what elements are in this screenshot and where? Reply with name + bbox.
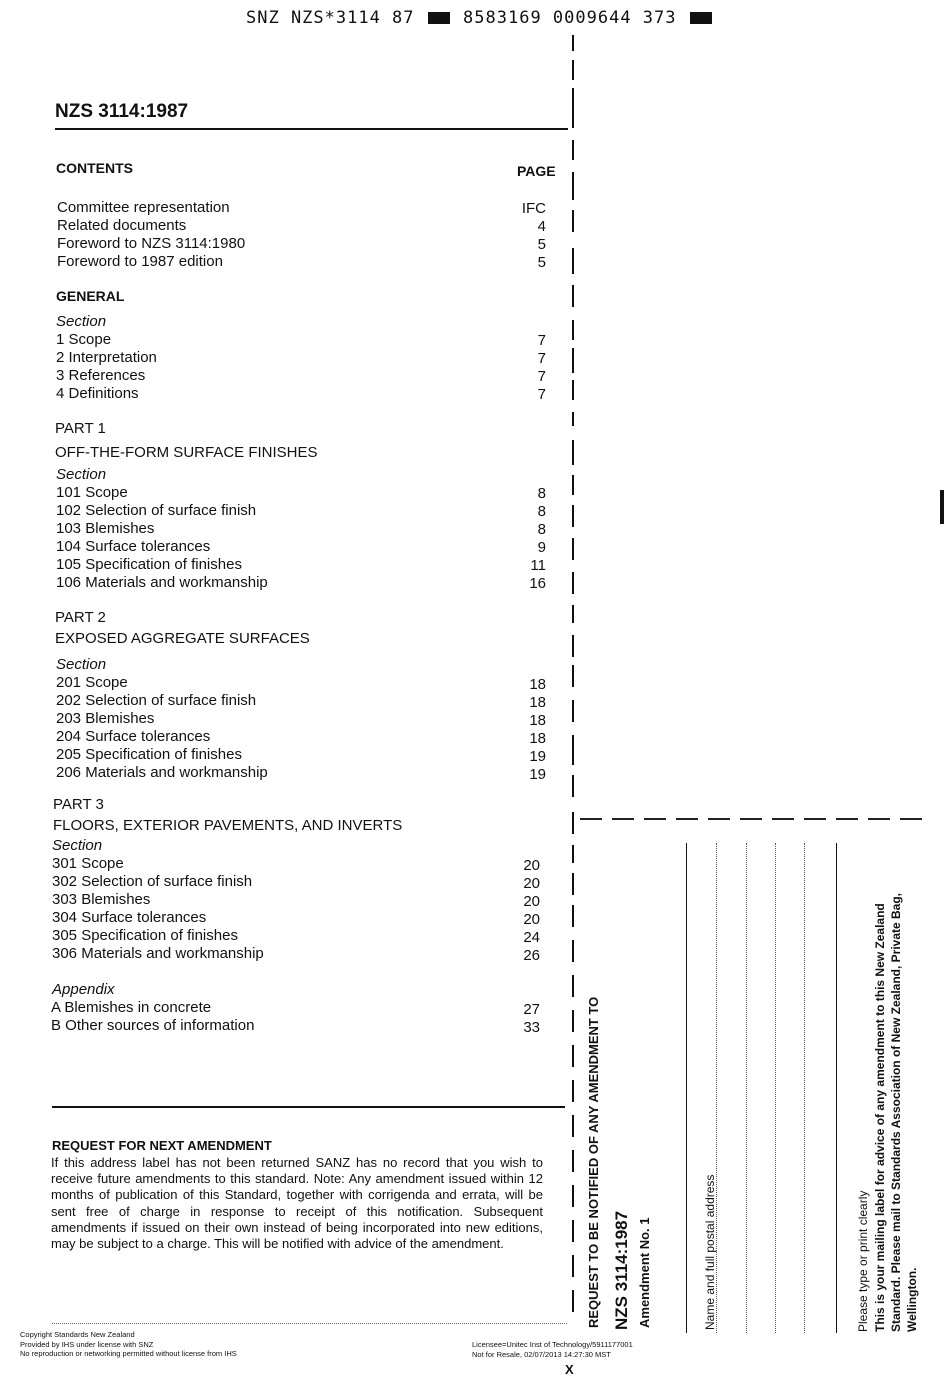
cut-segment: [572, 35, 574, 51]
footer-line: Copyright Standards New Zealand: [20, 1330, 135, 1339]
address-line-3[interactable]: [775, 843, 776, 1333]
toc-page-number: 5: [537, 236, 546, 253]
address-line-4[interactable]: [804, 843, 805, 1333]
toc-page-number: 8: [537, 485, 546, 502]
footer-line: Provided by IHS under license with SNZ: [20, 1339, 154, 1349]
cut-segment: [572, 140, 574, 160]
toc-entry: Committee representation: [57, 199, 230, 216]
cut-line: [52, 1323, 567, 1324]
toc-page-number: 19: [529, 766, 546, 783]
section-label: Section: [56, 466, 107, 483]
cut-segment: [572, 1220, 574, 1242]
cut-segment: [572, 172, 574, 200]
cut-segment: [572, 1185, 574, 1207]
cut-dash: [580, 818, 602, 820]
toc-entry: 4 Definitions: [56, 385, 139, 402]
cut-segment: [572, 380, 574, 400]
footer-line: Not for Resale, 02/07/2013 14:27:30 MST: [472, 1349, 611, 1359]
cut-segment: [572, 538, 574, 560]
toc-page-number: 7: [537, 332, 546, 349]
cut-segment: [572, 88, 574, 128]
cut-segment: [572, 412, 574, 426]
bottom-mark: X: [565, 1362, 574, 1377]
notice-text: If this address label has not been returned SANZ has no record that you wish to receive future amendments to this standard. Note: Any amendment issued within 12 months of publication of this Standard, together with corrigenda and errata, will be sent free of charge in response to receipt of this notification. Subsequent amendments if issued on their own instead of being incorporated into new editions, may be subject to a charge. This will be notified with advice of the amendment.: [51, 1155, 543, 1252]
address-rule: [836, 843, 837, 1333]
part-title: EXPOSED AGGREGATE SURFACES: [55, 630, 310, 647]
part-title: OFF-THE-FORM SURFACE FINISHES: [55, 444, 318, 461]
notice-divider: [52, 1106, 565, 1108]
cut-segment: [572, 1150, 574, 1172]
toc-page-number: 27: [523, 1001, 540, 1018]
toc-page-number: 16: [529, 575, 546, 592]
address-line-2[interactable]: [746, 843, 747, 1333]
title-divider: [55, 128, 568, 130]
cut-segment: [572, 975, 574, 997]
section-label: Section: [56, 656, 107, 673]
cut-segment: [572, 505, 574, 527]
toc-entry: 101 Scope: [56, 484, 128, 501]
toc-entry: Foreword to 1987 edition: [57, 253, 223, 270]
address-field-label: Name and full postal address: [703, 1174, 717, 1330]
toc-page-number: 8: [537, 503, 546, 520]
toc-entry: Foreword to NZS 3114:1980: [57, 235, 246, 252]
page-title: NZS 3114:1987: [55, 101, 189, 122]
toc-entry: 206 Materials and workmanship: [56, 764, 268, 781]
toc-entry: 301 Scope: [52, 855, 124, 872]
toc-page-number: 11: [530, 557, 546, 574]
address-rule: [686, 843, 687, 1333]
toc-page-number: 18: [529, 676, 546, 693]
cut-segment: [572, 940, 574, 962]
toc-entry: 102 Selection of surface finish: [56, 502, 257, 519]
toc-entry: 105 Specification of finishes: [56, 556, 242, 573]
toc-entry: Related documents: [57, 217, 187, 234]
toc-page-number: 18: [529, 694, 546, 711]
cut-segment: [572, 735, 574, 765]
toc-entry: 201 Scope: [56, 674, 128, 691]
cut-segment: [572, 700, 574, 722]
toc-entry: 202 Selection of surface finish: [56, 692, 257, 709]
toc-page-number: 5: [537, 254, 546, 271]
toc-entry: A Blemishes in concrete: [51, 999, 212, 1016]
toc-page-number: 4: [537, 218, 546, 235]
part-number: PART 2: [55, 609, 106, 626]
toc-entry: 304 Surface tolerances: [52, 909, 207, 926]
document-code-header: [246, 8, 714, 28]
toc-page-number: 7: [537, 368, 546, 385]
cut-segment: [572, 440, 574, 465]
general-heading: GENERAL: [56, 288, 125, 304]
toc-entry: 106 Materials and workmanship: [56, 574, 268, 591]
toc-page-number: 20: [523, 857, 540, 874]
copyright-footer: [20, 1330, 237, 1359]
toc-page-number: 7: [537, 386, 546, 403]
card-request-text: REQUEST TO BE NOTIFIED OF ANY AMENDMENT TO: [586, 996, 601, 1328]
cut-dash: [772, 818, 794, 820]
barcode-block-icon: [690, 12, 712, 24]
cut-segment: [572, 812, 574, 834]
cut-segment: [572, 665, 574, 687]
part-title: FLOORS, EXTERIOR PAVEMENTS, AND INVERTS: [53, 817, 403, 834]
cut-dash: [612, 818, 634, 820]
mailing-label-text: This is your mailing label for advice of any amendment to this New Zealand: [873, 903, 887, 1332]
toc-entry: 204 Surface tolerances: [56, 728, 211, 745]
cut-segment: [572, 572, 574, 594]
toc-page-number: 9: [537, 539, 546, 556]
cut-segment: [572, 605, 574, 623]
toc-page-number: 18: [529, 712, 546, 729]
toc-page-number: 33: [523, 1019, 540, 1036]
toc-entry: 302 Selection of surface finish: [52, 873, 253, 890]
mailing-label-text: Standard. Please mail to Standards Association of New Zealand, Private Bag,: [889, 892, 903, 1332]
header-code-text-2: 8583169 0009644 373: [463, 8, 677, 28]
card-standard-number: NZS 3114:1987: [612, 1210, 631, 1330]
page-column-heading: PAGE: [517, 163, 556, 179]
barcode-block-icon: [428, 12, 450, 24]
cut-dash: [836, 818, 858, 820]
toc-entry: 205 Specification of finishes: [56, 746, 242, 763]
toc-page-number: 26: [523, 947, 540, 964]
cut-segment: [572, 635, 574, 657]
header-code-text: SNZ NZS*3114 87: [246, 8, 415, 28]
cut-segment: [572, 1290, 574, 1312]
toc-page-number: 7: [537, 350, 546, 367]
cut-segment: [572, 1115, 574, 1137]
toc-entry: 203 Blemishes: [56, 710, 155, 727]
cut-segment: [572, 845, 574, 863]
toc-entry: 303 Blemishes: [52, 891, 151, 908]
toc-page-number: 19: [529, 748, 546, 765]
toc-entry: 305 Specification of finishes: [52, 927, 238, 944]
cut-dash: [900, 818, 922, 820]
appendix-heading: Appendix: [52, 981, 115, 998]
toc-page-number: 20: [523, 911, 540, 928]
licensee-footer: [472, 1340, 633, 1359]
cut-dash: [868, 818, 890, 820]
card-amendment-number: Amendment No. 1: [637, 1217, 652, 1328]
part-number: PART 1: [55, 420, 106, 437]
notice-title: REQUEST FOR NEXT AMENDMENT: [52, 1138, 272, 1153]
cut-segment: [572, 775, 574, 797]
toc-page-number: 24: [523, 929, 540, 946]
section-label: Section: [52, 837, 103, 854]
toc-entry: 1 Scope: [56, 331, 112, 348]
cut-segment: [572, 285, 574, 307]
contents-heading: CONTENTS: [56, 160, 133, 176]
toc-entry: 104 Surface tolerances: [56, 538, 211, 555]
toc-page-number: 20: [523, 893, 540, 910]
cut-dash: [708, 818, 730, 820]
cut-dash: [676, 818, 698, 820]
toc-page-number: 8: [537, 521, 546, 538]
cut-segment: [572, 873, 574, 895]
toc-page-number: IFC: [521, 200, 546, 217]
cut-segment: [572, 905, 574, 927]
part-number: PART 3: [53, 796, 104, 813]
cut-segment: [572, 1255, 574, 1277]
cut-dash: [804, 818, 826, 820]
footer-line: No reproduction or networking permitted without license from IHS: [20, 1349, 237, 1358]
toc-entry: 3 References: [56, 367, 146, 384]
toc-page-number: 18: [529, 730, 546, 747]
cut-segment: [572, 348, 574, 373]
cut-segment: [572, 60, 574, 80]
toc-page-number: 20: [523, 875, 540, 892]
cut-segment: [572, 320, 574, 340]
cut-dash: [644, 818, 666, 820]
toc-entry: 306 Materials and workmanship: [52, 945, 264, 962]
toc-entry: 103 Blemishes: [56, 520, 155, 537]
cut-segment: [572, 475, 574, 495]
scan-edge-mark: [940, 490, 944, 524]
mailing-label-text: Wellington.: [905, 1267, 919, 1332]
toc-entry: 2 Interpretation: [56, 349, 157, 366]
address-line-1[interactable]: [716, 843, 717, 1333]
cut-segment: [572, 1080, 574, 1102]
section-label: Section: [56, 313, 107, 330]
footer-line: Licensee=Unitec Inst of Technology/5911177001: [472, 1340, 633, 1349]
cut-segment: [572, 210, 574, 232]
cut-segment: [572, 248, 574, 274]
print-instruction: Please type or print clearly: [856, 1190, 870, 1332]
cut-dash: [740, 818, 762, 820]
cut-segment: [572, 1045, 574, 1067]
toc-entry: B Other sources of information: [51, 1017, 255, 1034]
cut-segment: [572, 1010, 574, 1032]
